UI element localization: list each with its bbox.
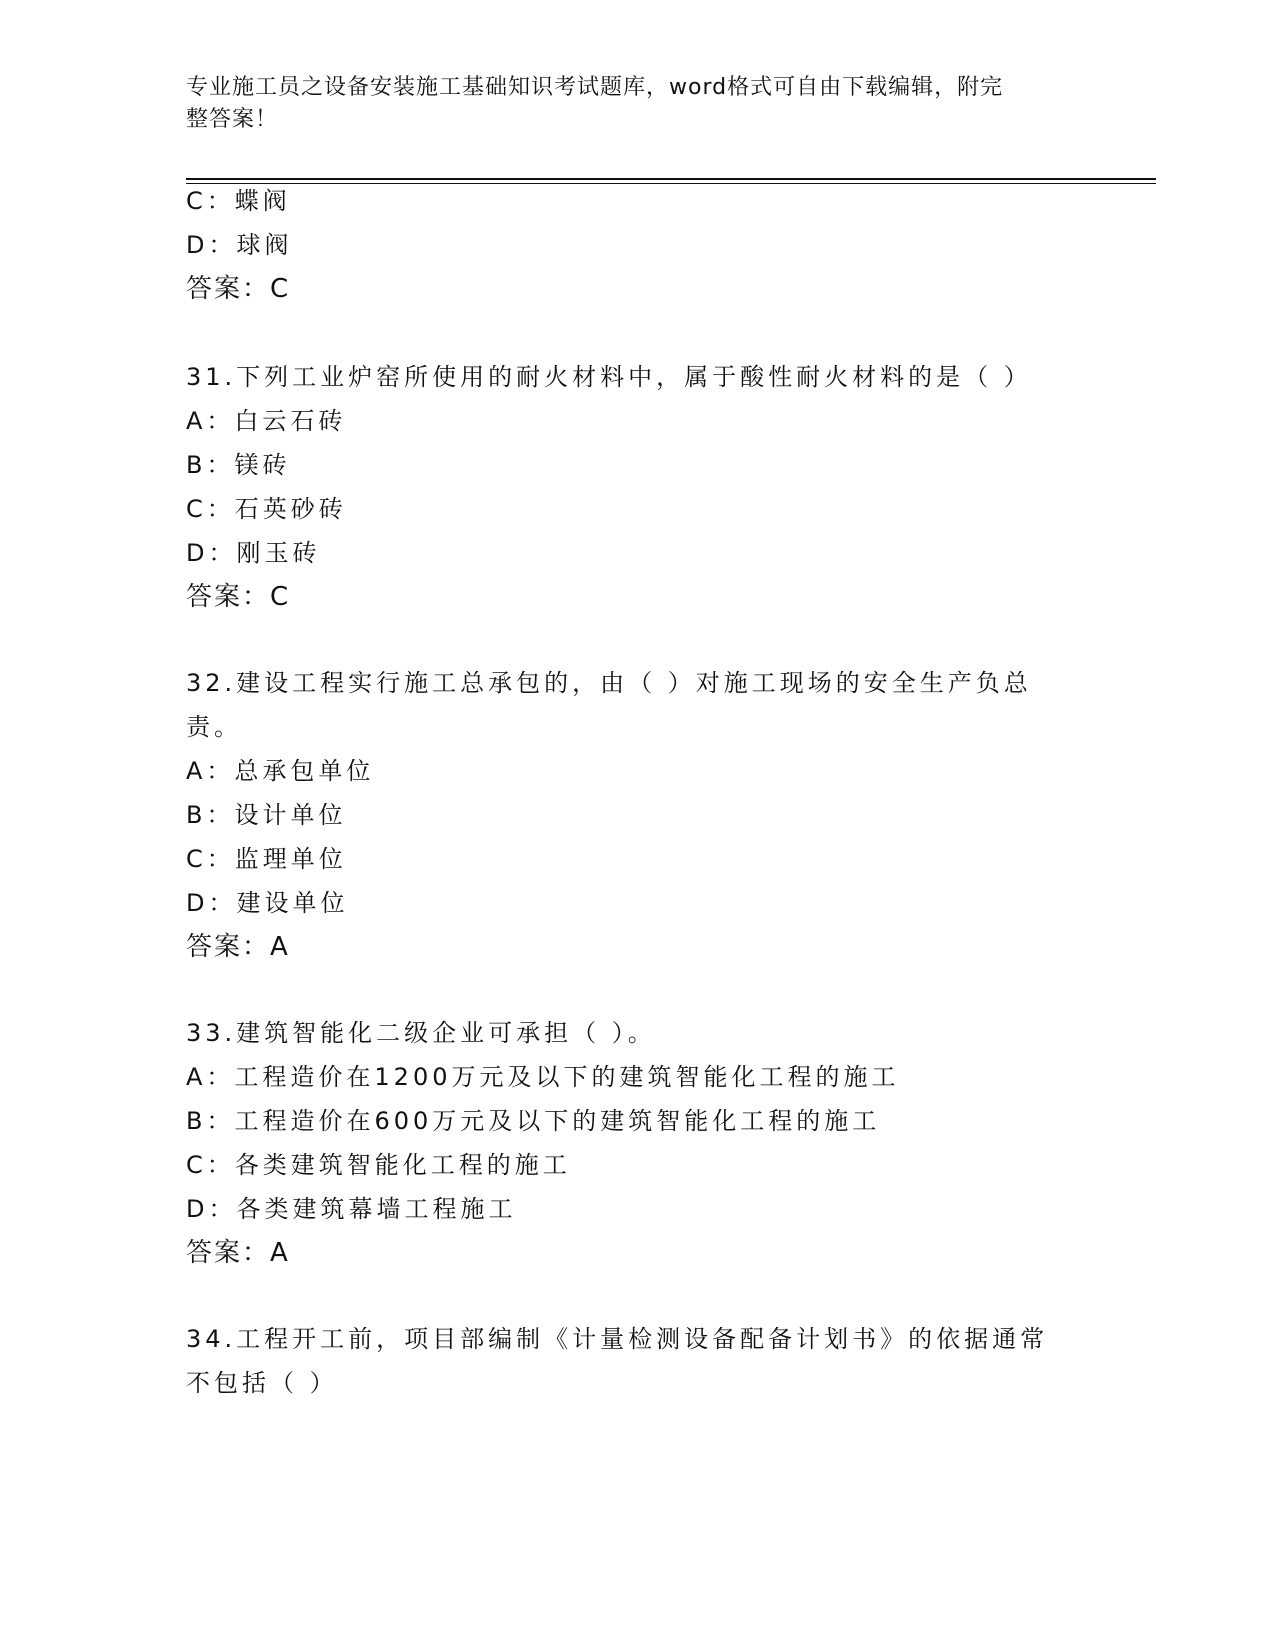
question-33-option-b: B：工程造价在600万元及以下的建筑智能化工程的施工 [186,1107,881,1135]
question-31-option-b: B：镁砖 [186,451,291,479]
document-header [186,72,1066,136]
question-32-option-a: A：总承包单位 [186,757,375,785]
question-31-option-d: D：刚玉砖 [186,539,321,567]
question-31-option-c: C：石英砂砖 [186,495,347,523]
question-34-stem-line-2: 不包括（ ） [186,1369,338,1397]
question-33-option-c: C：各类建筑智能化工程的施工 [186,1151,571,1179]
header-title-line-2: 整答案！ [186,107,279,132]
header-divider-thick [186,178,1156,180]
question-31-option-a: A：白云石砖 [186,407,347,435]
prev-answer: 答案：C [186,274,291,304]
question-31-answer: 答案：C [186,582,291,612]
question-32-option-b: B：设计单位 [186,801,347,829]
question-32-option-c: C：监理单位 [186,845,347,873]
question-32-option-d: D：建设单位 [186,889,349,917]
question-32-stem-line-2: 责。 [186,713,242,741]
question-33-stem: 33.建筑智能化二级企业可承担（ ）。 [186,1019,656,1047]
question-32-stem-line-1: 32.建设工程实行施工总承包的，由（ ）对施工现场的安全生产负总 [186,669,1032,697]
question-33-answer: 答案：A [186,1238,290,1268]
question-32-answer: 答案：A [186,932,290,962]
header-divider-thin [186,183,1156,184]
question-33-option-d: D：各类建筑幕墙工程施工 [186,1195,517,1223]
question-33-option-a: A：工程造价在1200万元及以下的建筑智能化工程的施工 [186,1063,900,1091]
question-31-stem: 31.下列工业炉窑所使用的耐火材料中，属于酸性耐火材料的是（ ） [186,363,1032,391]
header-title-line-1: 专业施工员之设备安装施工基础知识考试题库，word格式可自由下载编辑，附完 [186,75,1004,100]
question-34-stem-line-1: 34.工程开工前，项目部编制《计量检测设备配备计划书》的依据通常 [186,1325,1049,1353]
prev-option-c: C：蝶阀 [186,187,291,215]
prev-option-d: D：球阀 [186,231,293,259]
